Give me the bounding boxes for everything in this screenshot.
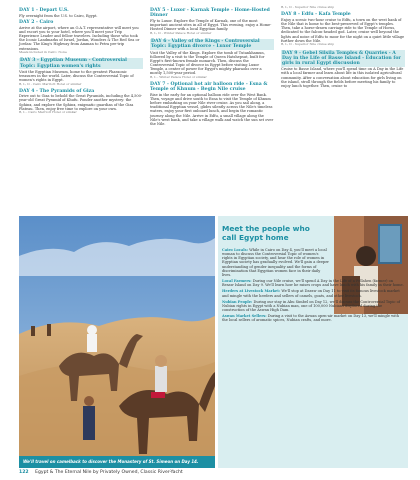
photo-caption: We'll travel on camelback to discover the Monastery of St. Simeon on Day 14.	[19, 456, 215, 468]
day-1-title: DAY 1 - Depart U.S.	[19, 8, 69, 13]
meet-item-herders: Herders at Livestock Market: We'll stop at Daraw on Day 11 to visit its famous livestock market and mingle with the herders and sellers of camels, goats, and other livestock.	[222, 289, 400, 298]
meet-item-cairo-locals: Cairo Locals: While in Cairo on Day 4, you'll meet a local woman to discuss the Controversial Topic of women's rights in Egyptian society, and hear the role of women in Egyptian society has gradually evolved. We'll gain a deeper understanding of gender inequality and the forms of discrimination that Egyptian women face in their daily lives.	[222, 248, 329, 277]
camel-ride-photo	[19, 216, 215, 468]
day-4-title: DAY 4 - The Pyramids of Giza	[19, 88, 95, 94]
day-4-body: Drive out to Giza to behold the Great Pyramids, including the 4,500-year-old Great Pyramid of Khufu. Ponder another mystery: the Sphinx, and explore the Sphinx, enigmatic guardian of the Giza Plateau. Then, enjoy free time to explore on your own.	[19, 94, 143, 111]
day-6-meals: B, L - Winter Palace Hotel or similar	[150, 74, 207, 79]
meet-item-aswan-sellers: Aswan Market Sellers: During a visit to the Aswan open-air market on Day 13, we'll mingle with the local sellers of aromatic spices, Nubian crafts, and more.	[222, 314, 400, 323]
day-3-body: Visit the Egyptian Museum, home to the greatest Pharaonic treasures in the world. Later, discuss the Controversial Topic of women's rights in Egypt.	[19, 69, 134, 83]
day-5-meals: B, L, D - Winter Palace Hotel or similar	[150, 30, 212, 35]
meet-title: Meet the people who call Egypt home	[222, 224, 310, 242]
day-2-meals: Meals included in Cairo: None	[19, 50, 67, 55]
day-6-title: DAY 6 - Valley of the Kings - Controversial Topic: Egyptian divorce - Luxor Temple	[150, 39, 274, 50]
day-3-title: DAY 3 - Egyptian Museum - Controversial Topic: Egyptian women's rights	[19, 58, 143, 69]
day-7-meals: B, L, D - Superior Nile cruise ship	[281, 5, 335, 10]
day-6-body: Visit the Valley of the Kings. Explore the tomb of Tutankhamun, followed by a visit to the Temple of Queen Hatshepsut, built for Egypt's first-known female monarch. Then, discuss the Controversial Topic of divorce in Egypt before visiting Luxor Temple, a center of power for Egypt's mighty pharaohs over a mostly 1,500-year period.	[150, 50, 265, 76]
day-8-title: DAY 8 - Edfu - Kafa Temple	[281, 12, 351, 18]
itinerary-column-2	[150, 6, 274, 126]
day-7-title: DAY 7 - Optional hot air balloon ride - Esna & Temple of Khnum - Begin Nile cruise	[150, 81, 268, 92]
meet-item-nubian-people: Nubian People: During our stay in Abu Simbel on Day 12, we'll discuss the Controversial Topic of Nubian rights in Egypt with a Nubian man, one of 100,000 Nubians displaced during the construction of the Aswan High Dam.	[222, 299, 401, 313]
day-2-title: DAY 2 - Cairo	[19, 19, 54, 25]
day-8-meals: B, L, D - Superior Nile cruise ship	[281, 42, 335, 47]
day-1-body: Fly overnight from the U.S. to Cairo, Egypt.	[19, 13, 98, 18]
page-number: 122	[19, 470, 29, 475]
day-9-title: DAY 9 - Gebel Silsila Temples & Quarries - A Day in the Life of Basse Island - Education for girls in rural Egypt discussion	[281, 50, 405, 67]
day-5-body: Fly to Luxor. Explore the Temple of Karnak, one of the most important ancient sites in all of Egypt. This evening, enjoy a Home-Hosted Dinner with a local Egyptian family.	[150, 19, 272, 32]
itinerary-column-3	[281, 6, 405, 88]
meet-item-local-farmers: Local Farmers: During our Nile cruise, we'll spend A Day in the Life of a Fellahen (farmer) on Besaw Island on Day 9. We'll learn how he raises crops and have lunch with his family in their home.	[222, 279, 404, 288]
day-8-body: Enjoy a scenic two-hour cruise to Edfu, a town on the west bank of the Nile that is home to the best-preserved of Egypt's temples. Then, take a horse-drawn carriage ride to the Temple of Horus, dedicated to the falcon-headed god. Later, cruise well beyond the lights and noise of Edfu to moor for the night on a quiet little village further down the Nile.	[281, 17, 405, 43]
page-footer	[19, 470, 183, 475]
footer-title: Egypt & The Eternal Nile by Privately Owned, Classic River-Yacht	[35, 470, 183, 475]
day-5-title: DAY 5 - Luxor - Karnak Temple - Home-Hosted Dinner	[150, 8, 270, 19]
itinerary-column-1	[19, 6, 143, 115]
day-3-meals: B, L, D - Cairo Marriott Hotel or similar	[19, 81, 82, 86]
day-2-body: Arrive at the airport, where an O.A.T. representative will meet you and escort you to your hotel, where you'll meet your Trip Experience Leader and fellow travelers. Including those who took the Iconic Landmarks of Israel, Jordan, Wonders & The Red Sea or Jordan: The King's Highway from Amman to Petra pre-trip extensions.	[19, 25, 140, 51]
meet-text	[222, 248, 404, 325]
day-7-body: Rise in the early for an optional balloon ride over the West Bank. Then, voyage and drive south to Esna to visit the Temple of Khnum before embarking on your Nile river cruise. As you sail along, a traditional Egyptian vessel, glides silently across the Nile's timeless waters, enjoy your first onboard lunch, and begin the romantic journey along the Nile. Arrive in Edfu, a small village along the Nile's west bank, and take a village walk and watch the sun set over the Nile.	[150, 92, 274, 126]
day-9-body: Cruise to Basse Island, where you'll spend time on A Day in the Life with a local farmer and learn about life in this isolated agricultural community. After a conversation about education for girls living on the island, stroll through the fields before meeting his family to enjoy lunch together. Then, cruise to	[281, 67, 404, 88]
day-4-meals: B, L - Cairo Marriott Hotel or similar	[19, 110, 77, 115]
meet-the-people-sidebar	[218, 216, 408, 468]
